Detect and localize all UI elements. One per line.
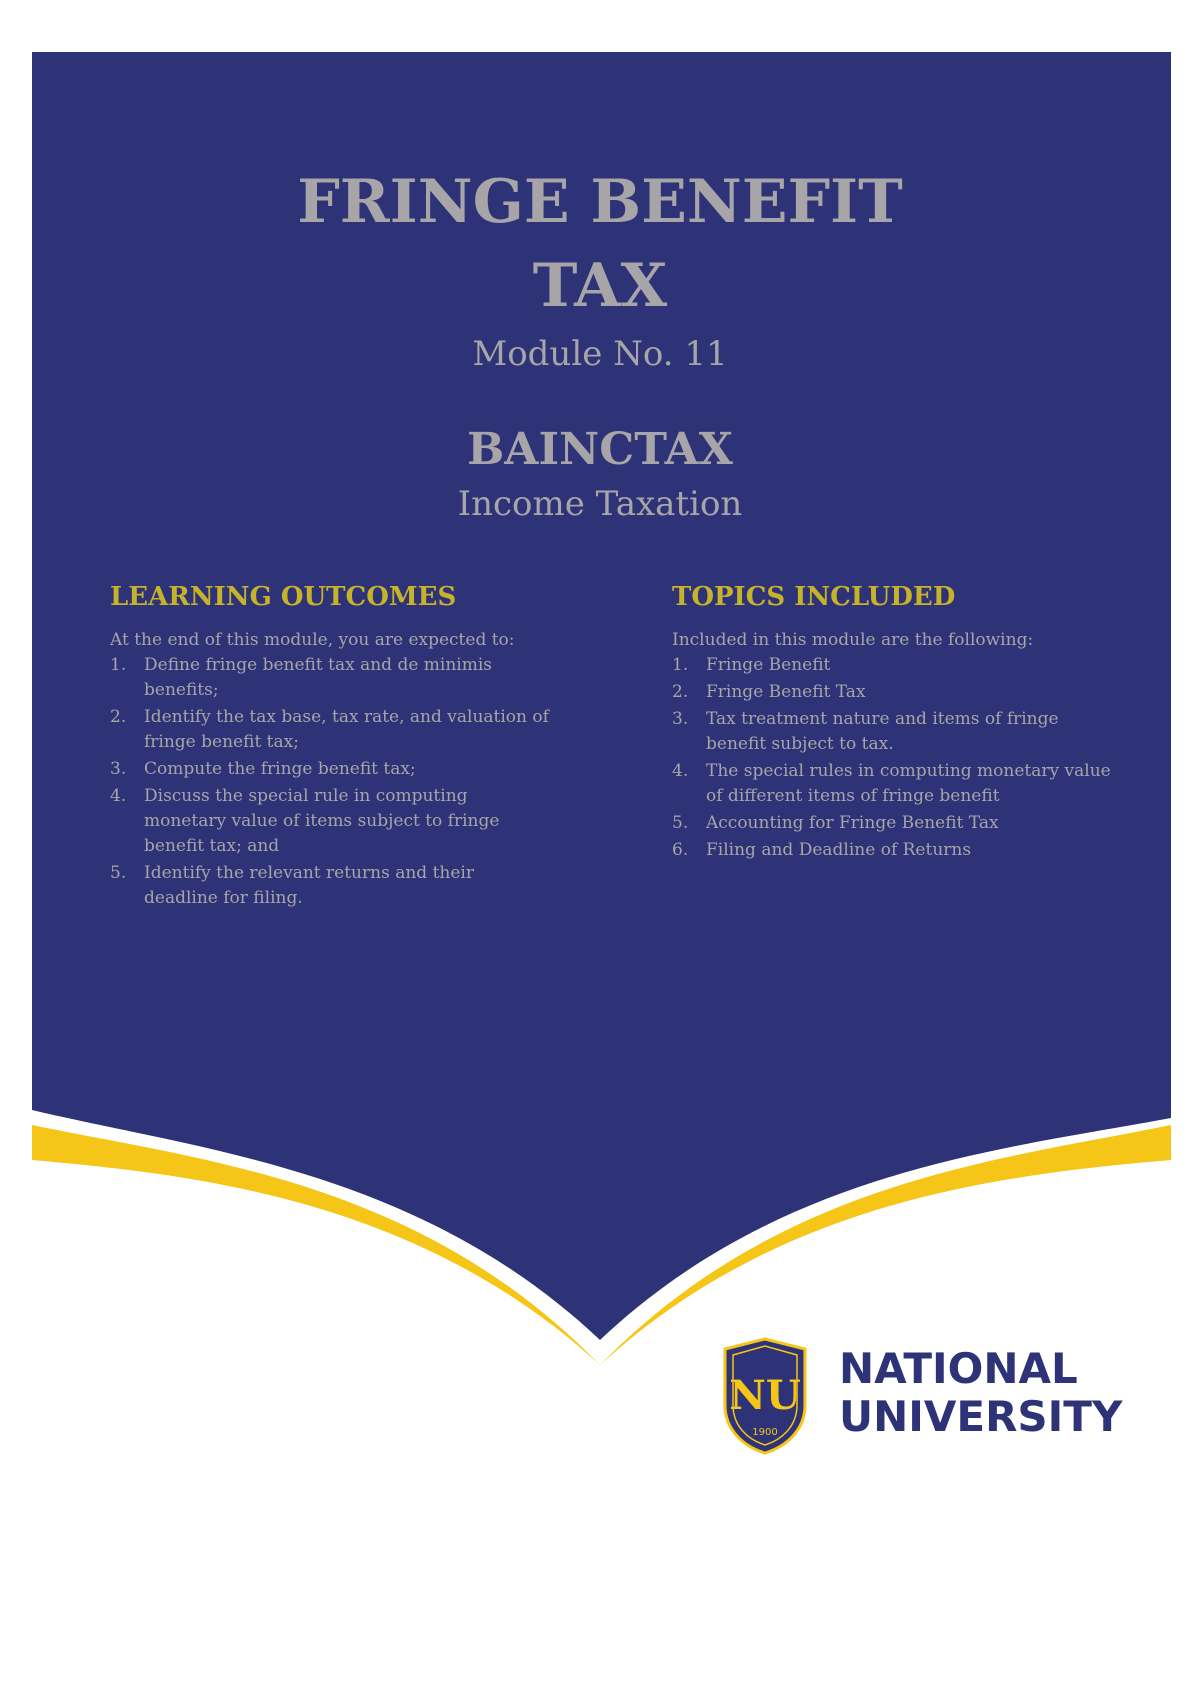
list-item-number: 5. xyxy=(110,863,127,883)
list-item-number: 5. xyxy=(672,813,689,833)
list-item-text: Fringe Benefit Tax xyxy=(706,682,866,702)
module-title xyxy=(0,160,1200,328)
list-item-text: Accounting for Fringe Benefit Tax xyxy=(706,813,999,833)
list-item xyxy=(672,707,1112,757)
learning-outcomes-section xyxy=(110,580,550,913)
learning-outcomes-heading: LEARNING OUTCOMES xyxy=(110,582,457,612)
list-item-text: Discuss the special rule in computing monetary value of items subject to fringe benefit tax; and xyxy=(144,786,500,856)
module-title-line1: FRINGE BENEFIT xyxy=(297,167,903,237)
national-university-logo xyxy=(715,1335,1123,1455)
university-name xyxy=(839,1345,1122,1441)
topics-included-section xyxy=(672,580,1112,865)
list-item xyxy=(672,838,1112,863)
university-name-line2: UNIVERSITY xyxy=(839,1392,1123,1441)
list-item-number: 3. xyxy=(672,709,689,729)
list-item-text: Compute the fringe benefit tax; xyxy=(144,759,416,779)
list-item-text: Tax treatment nature and items of fringe benefit subject to tax. xyxy=(706,709,1059,754)
list-item-text: Identify the tax base, tax rate, and valuation of fringe benefit tax; xyxy=(144,707,549,752)
university-name-line1: NATIONAL xyxy=(839,1344,1078,1393)
topics-included-intro: Included in this module are the following: xyxy=(672,630,1034,650)
topics-included-list xyxy=(672,653,1112,863)
emblem-letters: NU xyxy=(729,1372,801,1419)
course-code: BAINCTAX xyxy=(467,424,733,475)
learning-outcomes-intro: At the end of this module, you are expected to: xyxy=(110,630,515,650)
list-item xyxy=(672,811,1112,836)
list-item xyxy=(110,653,550,703)
list-item-number: 2. xyxy=(672,682,689,702)
list-item-text: Filing and Deadline of Returns xyxy=(706,840,972,860)
list-item xyxy=(672,759,1112,809)
list-item xyxy=(672,653,1112,678)
module-number: Module No. 11 xyxy=(472,334,728,374)
emblem-year: 1900 xyxy=(752,1427,778,1438)
list-item-number: 1. xyxy=(672,655,689,675)
list-item xyxy=(110,784,550,859)
learning-outcomes-list xyxy=(110,653,550,911)
list-item-text: Fringe Benefit xyxy=(706,655,831,675)
list-item xyxy=(110,861,550,911)
list-item-text: Identify the relevant returns and their deadline for filing. xyxy=(144,863,474,908)
list-item-number: 3. xyxy=(110,759,127,779)
list-item-number: 4. xyxy=(672,761,689,781)
topics-included-heading: TOPICS INCLUDED xyxy=(672,582,956,612)
list-item-text: Define fringe benefit tax and de minimis benefits; xyxy=(144,655,493,700)
nu-shield-emblem-icon xyxy=(715,1335,815,1455)
list-item xyxy=(110,705,550,755)
list-item-text: The special rules in computing monetary value of different items of fringe benefit xyxy=(706,761,1111,806)
list-item xyxy=(672,680,1112,705)
list-item-number: 6. xyxy=(672,840,689,860)
cover-title-block xyxy=(0,160,1200,526)
list-item-number: 2. xyxy=(110,707,127,727)
list-item-number: 4. xyxy=(110,786,127,806)
list-item xyxy=(110,757,550,782)
course-name: Income Taxation xyxy=(457,484,743,524)
module-title-line2: TAX xyxy=(532,251,668,321)
list-item-number: 1. xyxy=(110,655,127,675)
